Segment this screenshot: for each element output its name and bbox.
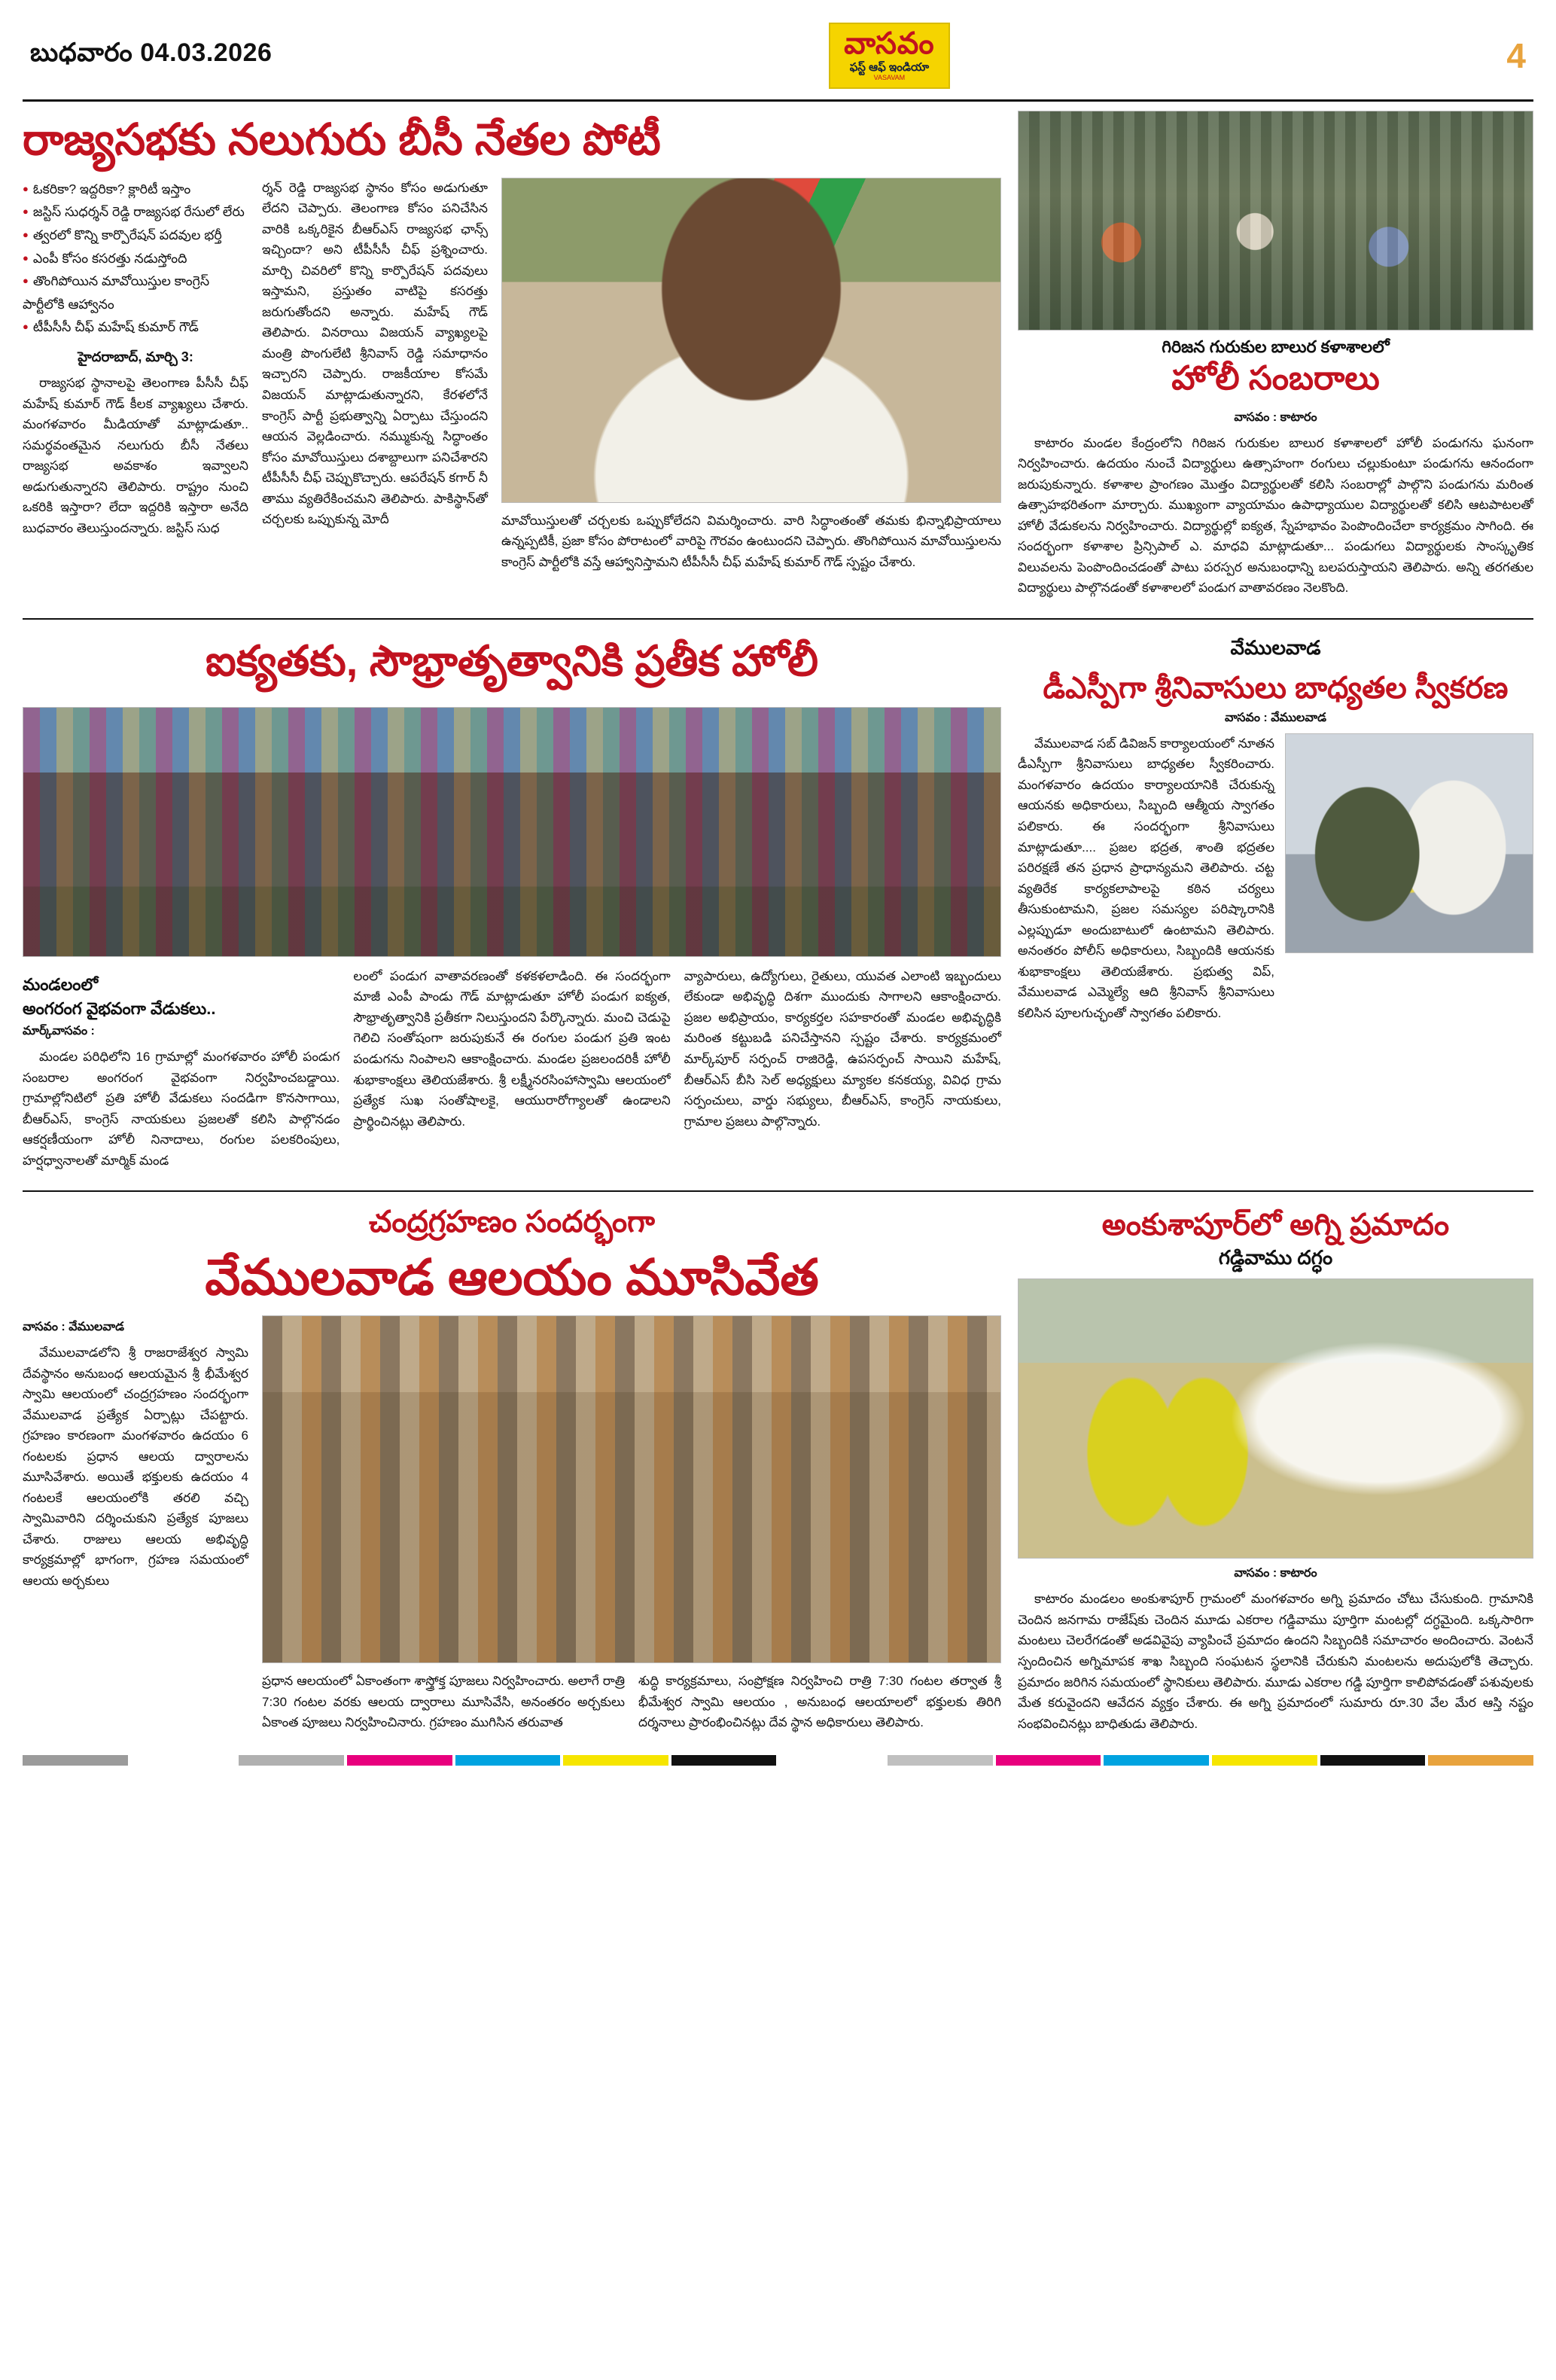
dsp-place: వేములవాడ [1230, 635, 1321, 659]
lead-column-3: మావోయిస్తులతో చర్చలకు ఒప్పుకోలేదని విమర్శించారు. వారి సిద్ధాంతంతో తమకు భిన్నాభిప్రాయాలు ఉన్నప్పటికీ, ప్రజా కోసం పోరాటంలో వారిపై గౌరవం ఉంటుందని చెప్పారు. తొంగిపోయిన మావోయిస్తులను కాంగ్రెస్ పార్టీలోకి వస్తే ఆహ్వానిస్తామని టీపీసీసీ చీఫ్ మహేష్ కుమార్ గౌడ్ స్పష్టం చేశారు. [501, 513, 1001, 569]
temple-photo [262, 1315, 1001, 1663]
logo-title: వాసవం [844, 27, 935, 60]
fire-photo [1018, 1278, 1533, 1559]
gurukul-story [1018, 111, 1533, 606]
list-item: ● ఓకరికా? ఇద్దరికా? క్లారిటీ ఇస్తాం [23, 178, 248, 201]
logo-romanized: VASAVAM [873, 74, 906, 81]
list-item: ● త్వరలో కొన్ని కార్పొరేషన్ పదవుల భర్తీ [23, 224, 248, 247]
gurukul-body: కాటారం మండల కేంద్రంలోని గిరిజన గురుకుల బాలుర కళాశాలలో హోలీ పండుగను ఘనంగా నిర్వహించారు. ఉదయం నుంచే విద్యార్థులు ఉత్సాహంగా రంగులు చల్లుకుంటూ పండుగను ఆనందంగా జరుపుకున్నారు. కళాశాల ప్రాంగణం మొత్తం విద్యార్థులతో కలిసి సంబరాల్లో పాల్గొని పండుగను మరింత ఉత్సాహభరితంగా మార్చారు. ముఖ్యంగా వ్యాయామం ఉపాధ్యాయుల విద్యార్థులతో కలిసి ఆటపాటలతో హోలీ వేడుకలను నిర్వహించారు. విద్యార్థుల్లో ఐక్యత, స్నేహభావం పెంపొందించేలా కార్యక్రమం సాగింది. ఈ సందర్భంగా కళాశాల ప్రిన్సిపాల్ ఎ. మాధవి మాట్లాడుతూ... పండుగలు విద్యార్థులకు సాంస్కృతిక విలువలను పెంపొందించడంతో పాటు పరస్పర అనుబంధాన్ని బలపరుస్తాయని తెలిపారు. అన్ని తరగతుల విద్యార్థులు పాల్గొనడంతో కళాశాలలో పండుగ వాతావరణం నెలకొంది. [1018, 435, 1533, 596]
holi-column-2: లంలో పండుగ వాతావరణంతో కళకళలాడింది. ఈ సందర్భంగా మాజీ ఎంపీ పాండు గౌడ్ మాట్లాడుతూ హోలీ పండుగ ఐక్యత, సౌభ్రాతృత్వానికి ప్రతీకగా నిలుస్తుందని పేర్కొన్నారు. మంచి చెడుపై గెలిచి సంతోషంగా జరుపుకునే ఈ రంగుల పండుగ ప్రతి ఇంట పండుగను నింపాలని ఆకాంక్షించారు. మండల ప్రజలందరికీ హోలీ శుభాకాంక్షలు తెలియజేశారు. శ్రీ లక్ష్మీనరసింహాస్వామి ఆలయంలో ప్రత్యేక సుఖ సంతోషాలకై, ఆయురారోగ్యాలతో ఉండాలని ప్రార్థించినట్లు తెలిపారు. [353, 968, 671, 1129]
temple-column-2: ప్రధాన ఆలయంలో ఏకాంతంగా శాస్త్రోక్త పూజలు నిర్వహించారు. అలాగే రాత్రి 7:30 గంటల వరకు ఆలయ ద్వారాలు మూసివేసి, అనంతరం అర్చకులు ఏకాంత పూజలు నిర్వహించినారు. గ్రహణం ముగిసిన తరువాత [262, 1674, 625, 1730]
holi-story [23, 629, 1001, 1179]
gurukul-caption: గిరిజన గురుకుల బాలుర కళాశాలలో [1162, 337, 1390, 356]
bottom-section [23, 1201, 1533, 1742]
publication-date: బుధవారం 04.03.2026 [30, 38, 273, 67]
fire-source: వాసవం : కాటారం [1234, 1567, 1317, 1580]
fire-subhead: గడ్డివాము దగ్ధం [1218, 1246, 1333, 1269]
list-item: ● తొంగిపోయిన మావోయిస్తుల కాంగ్రెస్ పార్టీలోకి ఆహ్వానం [23, 270, 248, 315]
page-number: 4 [1506, 36, 1526, 75]
holi-headline: ఐక్యతకు, సౌభ్రాతృత్వానికి ప్రతీక హోలీ [205, 636, 819, 684]
holi-photo [23, 707, 1001, 957]
lead-bullets [23, 178, 248, 339]
gurukul-headline: హోలీ సంబరాలు [1171, 359, 1380, 397]
holi-source: మార్క్‌వాసవం : [23, 1025, 95, 1038]
lead-story [23, 111, 1001, 606]
fire-body: కాటారం మండలం అంకుశాపూర్ గ్రామంలో మంగళవారం అగ్ని ప్రమాదం చోటు చేసుకుంది. గ్రామానికి చెందిన జనగామ రాజేష్‌కు చెందిన మూడు ఎకరాల గడ్డివాము పూర్తిగా మంటల్లో దగ్ధమైంది. ఒక్కసారిగా మంటలు చెలరేగడంతో అడవివైపు వ్యాపించే ప్రమాదం ఉందని సిబ్బందికి సమాచారం అందించారు. వెంటనే స్పందించిన అగ్నిమాపక శాఖ సిబ్బంది సంఘటన స్థలానికి చేరుకుని మంటలను అదుపులోకి తెచ్చారు. ప్రమాదం జరిగిన సమయంలో స్థానికులు తెలిపారు. మూడు ఎకరాల గడ్డి పూర్తిగా కాలిపోవడంతో పశువులకు మేత కరువైందని ఆవేదన వ్యక్తం చేశారు. ఈ అగ్ని ప్రమాదంలో సుమారు రూ.30 వేల మేర ఆస్తి నష్టం సంభవించినట్లు బాధితుడు తెలిపారు. [1018, 1592, 1533, 1731]
holi-caption-1: మండలంలో [23, 974, 99, 994]
section-divider-1 [23, 618, 1533, 620]
middle-section [23, 629, 1533, 1179]
print-registration-bar [23, 1755, 1533, 1776]
top-section [23, 111, 1533, 606]
holi-column-1: మండల పరిధిలోని 16 గ్రామాల్లో మంగళవారం హోలీ పండుగ సంబరాల అంగరంగ వైభవంగా నిర్వహించబడ్డాయి. గ్రామాల్లోనిటిలో ప్రతి హోలీ వేడుకలు సందడిగా కొనసాగాయి, బీఆర్ఎస్, కాంగ్రెస్ నాయకులు ప్రజలతో కలిసి పాల్గొనడం ఆకర్షణీయంగా హోలీ నినాదాలు, రంగుల పలకరింపులు, హర్షధ్వానాలతో మార్మిక్ మండ [23, 1050, 340, 1168]
lead-photo [501, 178, 1001, 503]
newspaper-logo [829, 23, 949, 89]
temple-story [23, 1201, 1001, 1742]
temple-column-3: శుద్ధి కార్యక్రమాలు, సంప్రోక్షణ నిర్వహించి రాత్రి 7:30 గంటల తర్వాత శ్రీ భీమేశ్వర స్వామి ఆలయం , అనుబంధ ఆలయాలలో భక్తులకు తిరిగి దర్శనాలు ప్రారంభించినట్లు దేవ స్థాన అధికారులు తెలిపారు. [638, 1674, 1001, 1730]
dsp-body: వేములవాడ సబ్ డివిజన్ కార్యాలయంలో నూతన డీఎస్పీగా శ్రీనివాసులు బాధ్యతల స్వీకరించారు. మంగళవారం ఉదయం కార్యాలయానికి చేరుకున్న ఆయనకు అధికారులు, సిబ్బంది ఆత్మీయ స్వాగతం పలికారు. ఈ సందర్భంగా శ్రీనివాసులు మాట్లాడుతూ.... ప్రజల భద్రత, శాంతి భద్రతల పరిరక్షణే తన ప్రధాన ప్రాధాన్యమని తెలిపారు. చట్ట వ్యతిరేక కార్యకలాపాలపై కఠిన చర్యలు తీసుకుంటామని, ప్రజల సమస్యల పరిష్కారానికి ఎల్లప్పుడూ అందుబాటులో ఉంటామని తెలిపారు. అనంతరం పోలీస్ అధికారులు, సిబ్బందికి ఆయనకు శుభాకాంక్షలు తెలియజేశారు. ప్రభుత్వ విప్, వేములవాడ ఎమ్మెల్యే ఆది శ్రీనివాస్ శ్రీనివాసులు కలిసిన పూలగుచ్ఛంతో స్వాగతం పలికారు. [1018, 736, 1274, 1020]
logo-subtitle: ఫస్ట్ ఆఫ్ ఇండియా [849, 61, 930, 74]
dsp-headline: డీఎస్పీగా శ్రీనివాసులు బాధ్యతల స్వీకరణ [1043, 671, 1509, 705]
gurukul-photo [1018, 111, 1533, 331]
dsp-source: వాసవం : వేములవాడ [1224, 711, 1326, 724]
holi-column-3: వ్యాపారులు, ఉద్యోగులు, రైతులు, యువత ఎలాంటి ఇబ్బందులు లేకుండా అభివృద్ధి దిశగా ముందుకు సాగాలని ఆకాంక్షించారు. ప్రజల అభిప్రాయం, కార్యకర్తల సహకారంతో మండల అభివృద్ధికి మరింత కట్టుబడి పనిచేస్తానని స్పష్టం చేశారు. కార్యక్రమంలో మార్క్‌పూర్ సర్పంచ్ రాజిరెడ్డి, ఉపసర్పంచ్ సాయిని మహేష్, బీఆర్ఎస్ బీసి సెల్ అధ్యక్షులు మ్యాకల కనకయ్య, వివిధ గ్రామ సర్పంచులు, వార్డు సభ్యులు, బీఆర్ఎస్, కాంగ్రెస్ నాయకులు, గ్రామాల ప్రజలు పాల్గొన్నారు. [684, 968, 1001, 1129]
masthead [23, 20, 1533, 99]
lead-column-2: ర్శన్ రెడ్డి రాజ్యసభ స్థానం కోసం అడుగుతూ లేదని చెప్పారు. తెలంగాణ కోసం పనిచేసిన వారికి ఒక్కరికైన బీఆర్ఎస్ రాజ్యసభ ఛాన్స్ ఇచ్చిందా? అని టీపీసీసీ చీఫ్ ప్రశ్నించారు. మార్చి చివరిలో కొన్ని కార్పొరేషన్ పదవులు ఇస్తామని, ప్రస్తుతం వాటిపై కసరత్తు జరుగుతోందని అన్నారు. మహేష్ గౌడ్ తెలిపారు. వినరాయి విజయన్ వ్యాఖ్యలపై మంత్రి పొంగులేటి శ్రీనివాస్ రెడ్డి సమాధానం ఇచ్చారని చెప్పారు. రాజకీయాల కోసమే విజయన్ మాట్లాడుతున్నారని, కేరళలోనే కాంగ్రెస్ పార్టీ ప్రభుత్వాన్ని ఏర్పాటు చేస్తుందని ఆయన వెల్లడించారు. నమ్ముకున్న సిద్ధాంతం కోసం మావోయిస్తులు దశాబ్దాలుగా పనిచేశారని టీపీసీసీ చీఫ్ చెప్పుకొచ్చారు. ఆపరేషన్ కగార్ నీ తాము వ్యతిరేకించమని తెలిపారు. పాకిస్థాన్‌తో చర్చలకు ఒప్పుకున్న మోదీ [262, 180, 488, 527]
temple-kicker: చంద్రగ్రహణం సందర్భంగా [368, 1205, 656, 1239]
fire-story [1018, 1201, 1533, 1742]
dsp-photo [1285, 733, 1533, 953]
list-item: ● ఎంపీ కోసం కసరత్తు నడుస్తోంది [23, 247, 248, 270]
temple-headline: వేములవాడ ఆలయం మూసివేత [205, 1249, 819, 1306]
fire-headline: అంకుశాపూర్‌లో అగ్ని ప్రమాదం [1101, 1208, 1450, 1242]
gurukul-source: వాసవం : కాటారం [1234, 410, 1317, 424]
section-divider-2 [23, 1190, 1533, 1192]
dsp-story [1018, 629, 1533, 1179]
masthead-divider [23, 99, 1533, 102]
temple-source: వాసవం : వేములవాడ [23, 1321, 125, 1333]
list-item: ● టీపీసీసీ చీఫ్ మహేష్ కుమార్ గౌడ్ [23, 315, 248, 339]
holi-caption-2: అంగరంగ వైభవంగా వేడుకలు.. [23, 998, 216, 1018]
lead-headline: రాజ్యసభకు నలుగురు బీసీ నేతల పోటీ [23, 115, 661, 164]
list-item: ● జస్టిస్ సుధర్శన్ రెడ్డి రాజ్యసభ రేసులో లేరు [23, 200, 248, 224]
lead-dateline: హైదరాబాద్, మార్చి 3: [78, 349, 193, 365]
lead-column-1: రాజ్యసభ స్థానాలపై తెలంగాణ పీసీసీ చీఫ్ మహేష్ కుమార్ గౌడ్ కీలక వ్యాఖ్యలు చేశారు. మంగళవారం మీడియాతో మాట్లాడుతూ.. సమర్థవంతమైన నలుగురు బీసీ నేతలు రాజ్యసభ అవకాశం ఇవ్వాలని అడుగుతున్నారని తెలిపారు. రాష్ట్రం నుంచి ఒకరికి ఇస్తారా? లేదా ఇద్దరికి ఇస్తారా అనేది బుధవారం తెలుస్తుందన్నారు. జస్టిస్ సుధ [23, 376, 248, 535]
temple-column-1: వేములవాడలోని శ్రీ రాజరాజేశ్వర స్వామి దేవస్థానం అనుబంధ ఆలయమైన శ్రీ భీమేశ్వర స్వామి ఆలయంలో చంద్రగ్రహణం సందర్భంగా వేములవాడ ప్రత్యేక ఏర్పాట్లు చేపట్టారు. గ్రహణం కారణంగా మంగళవారం ఉదయం 6 గంటలకు ప్రధాన ఆలయ ద్వారాలను మూసివేశారు. అయితే భక్తులకు ఉదయం 4 గంటలకే ఆలయంలోకి తరలి వచ్చి స్వామివారిని దర్శించుకుని ప్రత్యేక పూజలు చేశారు. రాజులు ఆలయ అభివృద్ధి కార్యక్రమాల్లో భాగంగా, గ్రహణ సమయంలో ఆలయ అర్చకులు [23, 1345, 248, 1588]
